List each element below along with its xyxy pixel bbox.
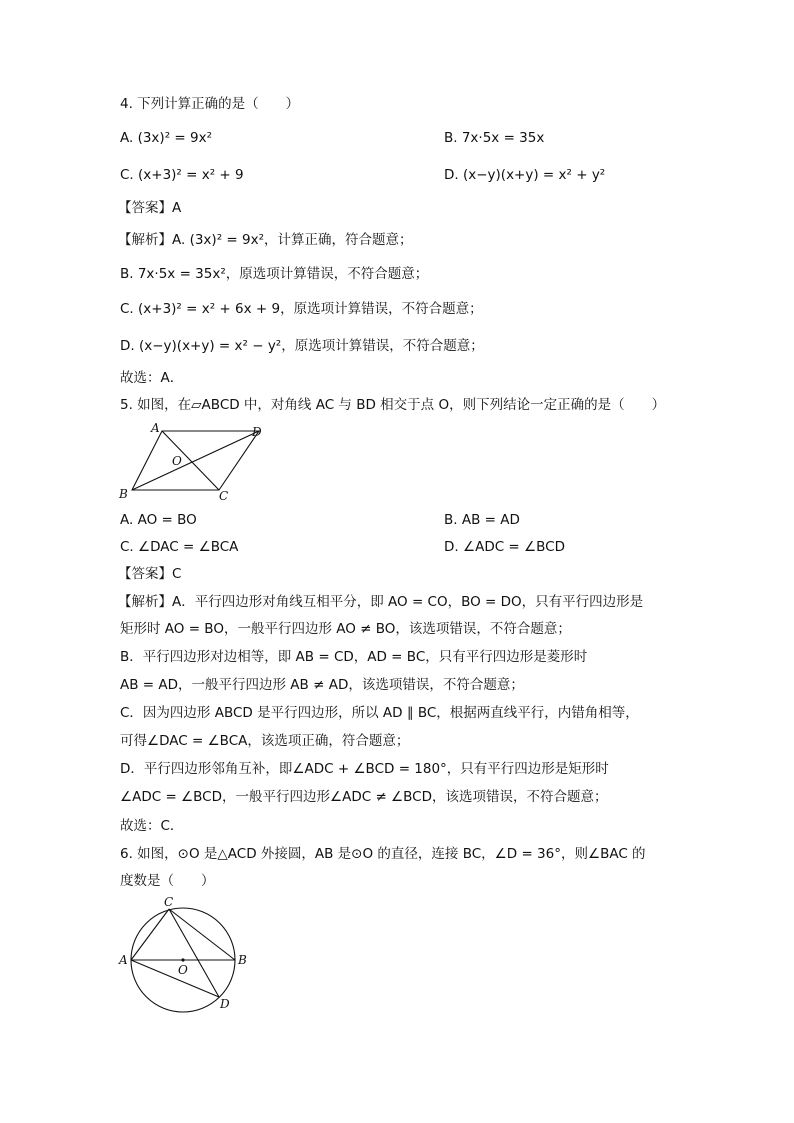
q5-option-a: A. AO = BO (120, 512, 197, 528)
q5-answer: 【答案】C (118, 566, 182, 582)
q5-conclusion: 故选：C． (120, 818, 184, 834)
center-point-o (181, 958, 184, 961)
q5-analysis-7: D．平行四边形邻角互补，即∠ADC + ∠BCD = 180°，只有平行四边形是矩形时 (120, 761, 609, 777)
label-o: O (172, 454, 182, 468)
q4-option-a: A. (3x)² = 9x² (120, 130, 212, 146)
label-b: B (119, 487, 128, 501)
chord-cd (169, 909, 219, 997)
q5-stem: 5. 如图，在▱ABCD 中，对角线 AC 与 BD 相交于点 O，则下列结论一定正确的是（ ） (120, 397, 666, 413)
circle-figure (115, 895, 255, 1020)
q5-analysis-1: 【解析】A．平行四边形对角线互相平分，即 AO = CO，BO = DO，只有平行四边形是 (118, 594, 644, 610)
chord-ad (131, 960, 219, 997)
q4-conclusion: 故选：A． (120, 370, 184, 386)
q5-option-b: B. AB = AD (444, 512, 520, 528)
parallelogram-figure (115, 418, 275, 508)
q5-analysis-5: C．因为四边形 ABCD 是平行四边形，所以 AD ∥ BC，根据两直线平行，内错角相等， (120, 705, 639, 721)
q5-analysis-2: 矩形时 AO = BO，一般平行四边形 AO ≠ BO，该选项错误，不符合题意； (120, 621, 571, 637)
label-c: C (219, 489, 229, 503)
q5-option-c: C. ∠DAC = ∠BCA (120, 539, 239, 555)
q4-analysis-2: B. 7x·5x = 35x²，原选项计算错误，不符合题意； (120, 266, 429, 282)
q5-analysis-8: ∠ADC = ∠BCD，一般平行四边形∠ADC ≠ ∠BCD，该选项错误，不符合题意； (120, 789, 608, 805)
q4-option-b: B. 7x·5x = 35x (444, 130, 545, 146)
label-o: O (178, 963, 188, 977)
q5-analysis-4: AB = AD，一般平行四边形 AB ≠ AD，该选项错误，不符合题意； (120, 677, 524, 693)
diagonal-bd (132, 431, 259, 490)
chord-bc (169, 909, 235, 960)
q4-stem: 4. 下列计算正确的是（ ） (120, 96, 300, 112)
q4-analysis-3: C. (x+3)² = x² + 6x + 9，原选项计算错误，不符合题意； (120, 301, 483, 317)
q5-analysis-6: 可得∠DAC = ∠BCA，该选项正确，符合题意； (120, 733, 410, 749)
q4-analysis-4: D. (x−y)(x+y) = x² − y²，原选项计算错误，不符合题意； (120, 338, 484, 354)
label-d: D (220, 997, 230, 1011)
q4-option-d: D. (x−y)(x+y) = x² + y² (444, 167, 606, 183)
q4-answer: 【答案】A (118, 200, 182, 216)
label-b: B (238, 953, 247, 967)
q5-analysis-3: B．平行四边形对边相等，即 AB = CD，AD = BC，只有平行四边形是菱形时 (120, 649, 588, 665)
diagonal-ac (162, 431, 219, 490)
chord-ac (131, 909, 169, 960)
q4-option-c: C. (x+3)² = x² + 9 (120, 167, 244, 183)
label-c: C (164, 895, 174, 909)
label-a: A (119, 953, 128, 967)
q4-analysis-1: 【解析】A. (3x)² = 9x²，计算正确，符合题意； (118, 232, 413, 248)
q5-option-d: D. ∠ADC = ∠BCD (444, 539, 565, 555)
label-d: D (252, 425, 262, 439)
q6-stem-line-2: 度数是（ ） (120, 873, 215, 889)
q6-stem-line-1: 6. 如图，⊙O 是△ACD 外接圆，AB 是⊙O 的直径，连接 BC，∠D = 36°，则∠BAC 的 (120, 846, 646, 862)
label-a: A (151, 421, 160, 435)
